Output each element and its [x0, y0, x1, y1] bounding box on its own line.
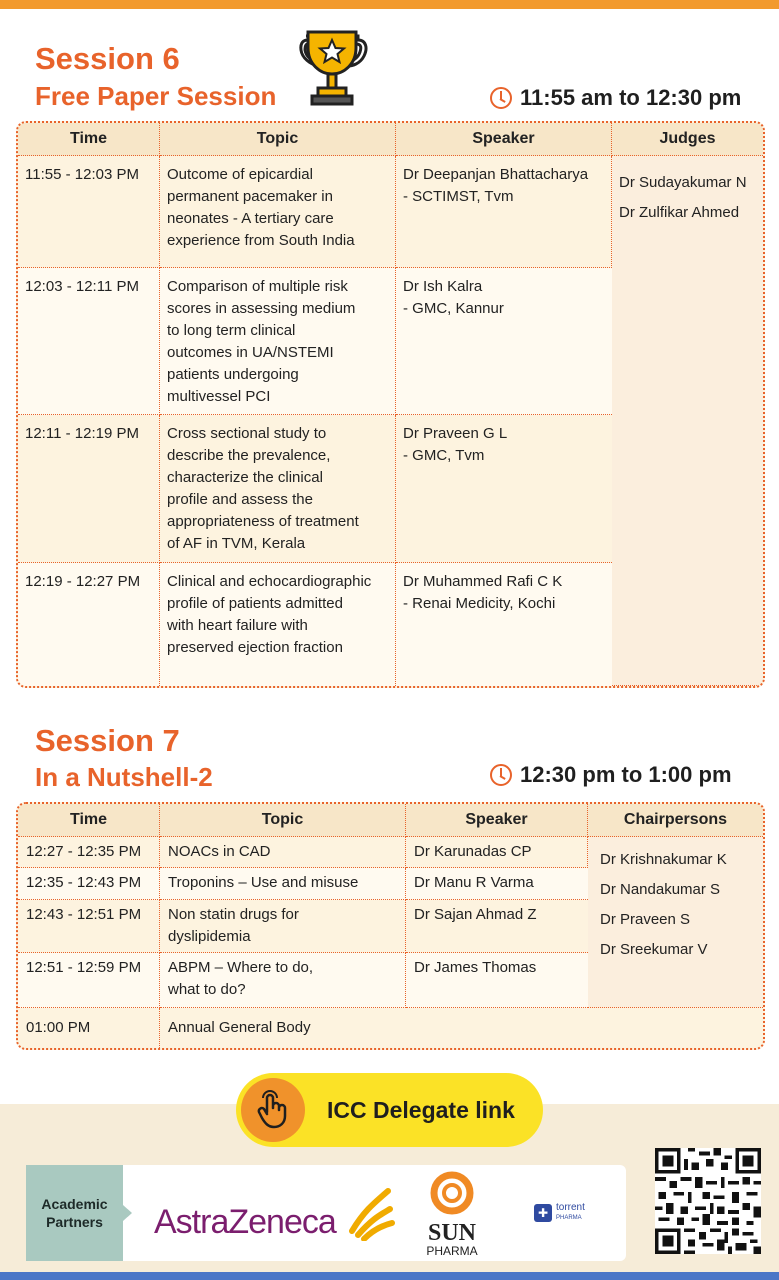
row-topic: Troponins – Use and misuse	[160, 868, 406, 900]
clock-icon	[490, 87, 512, 109]
judge-name: Dr Zulfikar Ahmed	[619, 204, 740, 221]
row-time: 01:00 PM	[18, 1008, 160, 1048]
torrent-symbol-icon: ✚	[534, 1204, 552, 1222]
session7-title: Session 7	[35, 723, 180, 758]
top-accent-bar	[0, 0, 779, 9]
table-row	[18, 1008, 763, 1048]
sun-pharma-logo: SUN PHARMA	[420, 1171, 484, 1255]
bottom-accent-bar	[0, 1272, 779, 1280]
row-topic: Non statin drugs for dyslipidemia	[160, 900, 406, 953]
session7-time-range	[490, 761, 732, 789]
academic-partners-panel	[26, 1165, 626, 1261]
session6-subtitle: Free Paper Session	[35, 81, 277, 111]
delegate-link-label: ICC Delegate link	[327, 1096, 515, 1123]
hand-pointer-icon	[241, 1078, 305, 1142]
trophy-icon	[296, 26, 368, 108]
delegate-link-button[interactable]	[236, 1073, 543, 1147]
chairperson-name: Dr Praveen S	[600, 911, 691, 928]
table-row	[18, 156, 763, 268]
col-time: Time	[18, 123, 160, 156]
session6-time-text: 11:55 am to 12:30 pm	[520, 85, 742, 110]
col-judges: Judges	[612, 123, 763, 156]
session6-table	[16, 121, 765, 688]
session7-table	[16, 802, 765, 1050]
col-time: Time	[18, 804, 160, 837]
chairpersons-cell	[588, 837, 763, 1008]
row-time: 12:35 - 12:43 PM	[18, 868, 160, 900]
row-time: 12:43 - 12:51 PM	[18, 900, 160, 953]
table-row	[18, 837, 763, 868]
chairperson-name: Dr Krishnakumar K	[600, 851, 727, 868]
row-speaker: Dr James Thomas	[406, 953, 588, 1008]
row-speaker: Dr Deepanjan Bhattacharya - SCTIMST, Tvm	[396, 156, 612, 268]
row-topic: Annual General Body	[160, 1008, 763, 1048]
chairperson-name: Dr Sreekumar V	[600, 941, 708, 958]
row-speaker: Dr Sajan Ahmad Z	[406, 900, 588, 953]
session7-time-text: 12:30 pm to 1:00 pm	[520, 762, 732, 787]
row-topic: Outcome of epicardial permanent pacemaker in neonates - A tertiary care experience from South India	[160, 156, 396, 268]
row-speaker: Dr Praveen G L - GMC, Tvm	[396, 415, 612, 563]
row-time: 12:27 - 12:35 PM	[18, 837, 160, 868]
row-speaker: Dr Karunadas CP	[406, 837, 588, 868]
clock-icon	[490, 764, 512, 786]
judges-cell	[612, 156, 763, 686]
row-time: 12:11 - 12:19 PM	[18, 415, 160, 563]
row-topic: Clinical and echocardiographic profile of patients admitted with heart failure with preserved ejection fraction	[160, 563, 396, 686]
col-speaker: Speaker	[396, 123, 612, 156]
col-chairpersons: Chairpersons	[588, 804, 763, 837]
col-topic: Topic	[160, 123, 396, 156]
qr-code-icon[interactable]	[655, 1148, 761, 1254]
session7-subtitle: In a Nutshell-2	[35, 762, 213, 792]
torrent-pharma-logo: ✚ torrent PHARMA	[534, 1203, 585, 1223]
astrazeneca-logo-text: AstraZeneca	[154, 1203, 336, 1241]
sun-pharma-symbol-icon	[430, 1171, 474, 1215]
session6-title: Session 6	[35, 41, 180, 76]
row-time: 12:03 - 12:11 PM	[18, 268, 160, 415]
row-time: 11:55 - 12:03 PM	[18, 156, 160, 268]
chairperson-name: Dr Nandakumar S	[600, 881, 721, 898]
col-speaker: Speaker	[406, 804, 588, 837]
row-time: 12:19 - 12:27 PM	[18, 563, 160, 686]
row-speaker: Dr Muhammed Rafi C K - Renai Medicity, Kochi	[396, 563, 612, 686]
partners-label: Academic Partners	[26, 1165, 123, 1261]
row-topic: ABPM – Where to do, what to do?	[160, 953, 406, 1008]
row-speaker: Dr Ish Kalra - GMC, Kannur	[396, 268, 612, 415]
col-topic: Topic	[160, 804, 406, 837]
row-time: 12:51 - 12:59 PM	[18, 953, 160, 1008]
astrazeneca-symbol-icon	[344, 1181, 396, 1241]
judge-name: Dr Sudayakumar N	[619, 174, 747, 191]
row-topic: Cross sectional study to describe the prevalence, characterize the clinical profile and assess the appropriateness of treatment of AF in TVM, Kerala	[160, 415, 396, 563]
session6-time-range	[490, 84, 741, 112]
row-topic: Comparison of multiple risk scores in assessing medium to long term clinical outcomes in UA/NSTEMI patients undergoing multivessel PCI	[160, 268, 396, 415]
row-speaker: Dr Manu R Varma	[406, 868, 588, 900]
row-topic: NOACs in CAD	[160, 837, 406, 868]
